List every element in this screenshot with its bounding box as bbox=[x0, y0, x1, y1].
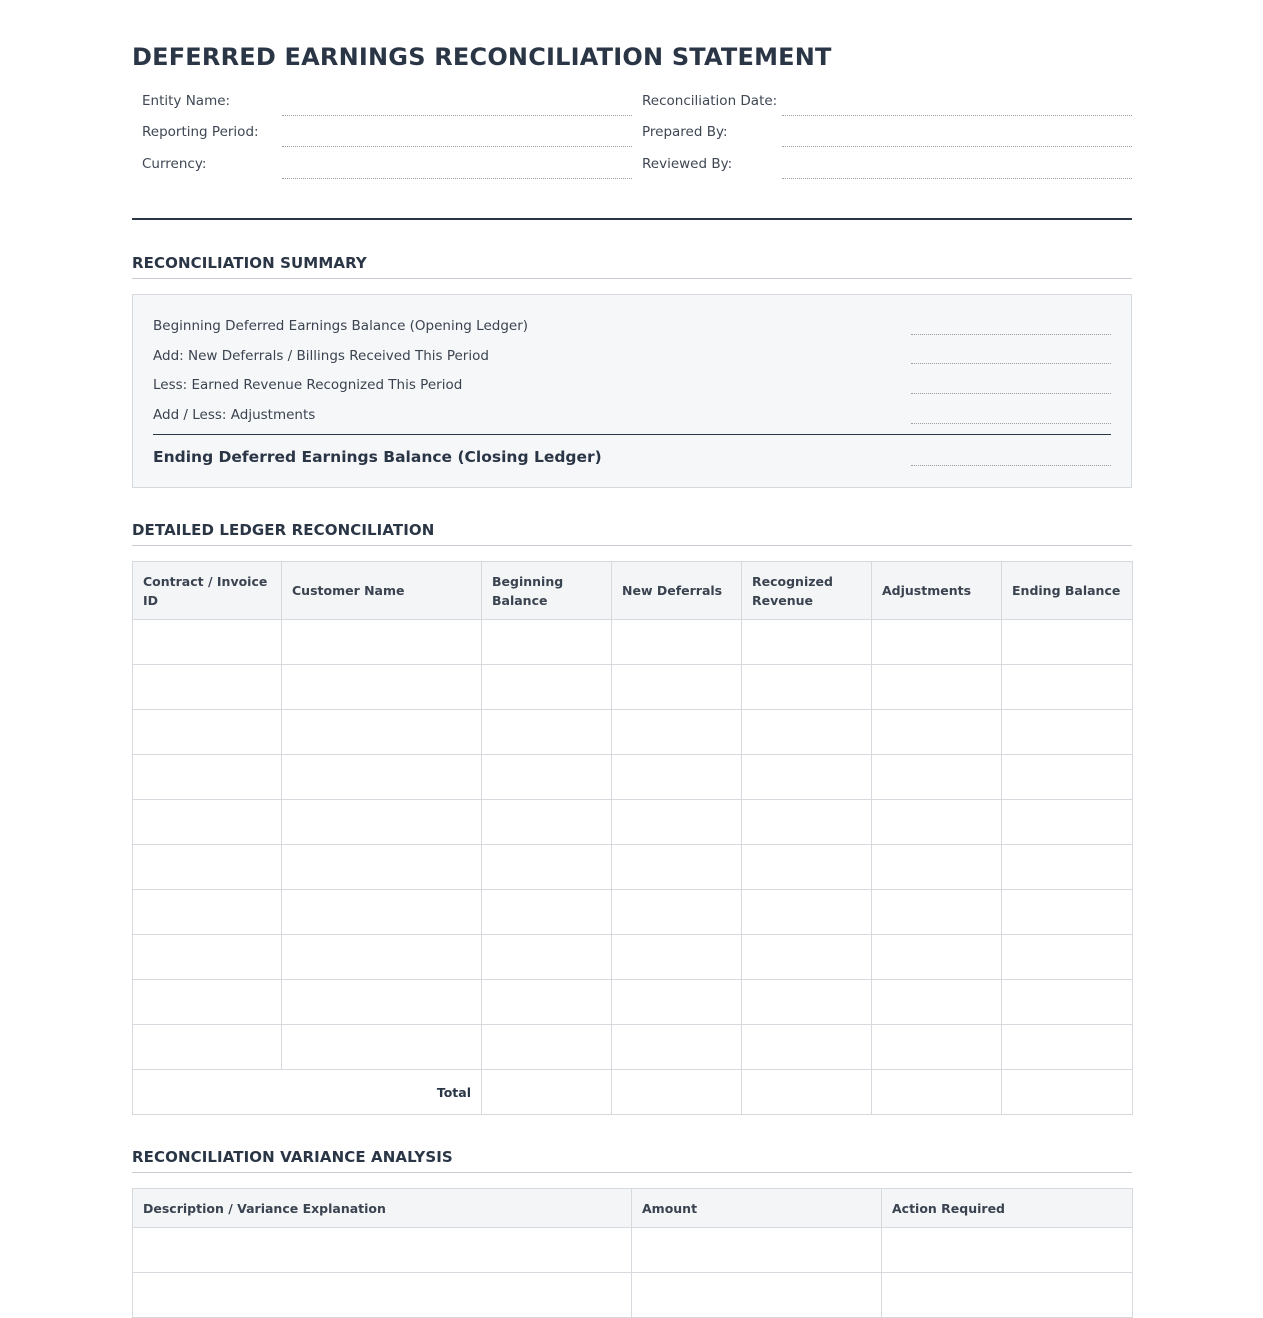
table-row bbox=[133, 755, 1133, 800]
ledger-cell[interactable] bbox=[282, 980, 482, 1025]
ledger-cell[interactable] bbox=[872, 1025, 1002, 1070]
ledger-cell[interactable] bbox=[872, 665, 1002, 710]
total-cell[interactable] bbox=[482, 1070, 612, 1115]
prepared-by-field[interactable] bbox=[782, 146, 1132, 147]
column-header: Recognized Revenue bbox=[742, 562, 872, 620]
table-row bbox=[133, 710, 1133, 755]
variance-amount-cell[interactable] bbox=[632, 1273, 882, 1318]
ledger-cell[interactable] bbox=[1002, 1025, 1133, 1070]
column-header: Adjustments bbox=[872, 562, 1002, 620]
ledger-cell[interactable] bbox=[872, 620, 1002, 665]
total-cell[interactable] bbox=[1002, 1070, 1133, 1115]
variance-action-cell[interactable] bbox=[882, 1273, 1133, 1318]
ledger-cell[interactable] bbox=[133, 890, 282, 935]
ledger-cell[interactable] bbox=[612, 1025, 742, 1070]
prepared-by-label: Prepared By: bbox=[642, 124, 728, 140]
ledger-cell[interactable] bbox=[612, 620, 742, 665]
ledger-cell[interactable] bbox=[1002, 755, 1133, 800]
ledger-cell[interactable] bbox=[282, 710, 482, 755]
ledger-cell[interactable] bbox=[872, 980, 1002, 1025]
summary-total-label: Ending Deferred Earnings Balance (Closing Ledger) bbox=[153, 448, 602, 466]
reporting-period-field[interactable] bbox=[282, 146, 632, 147]
meta-row bbox=[132, 85, 1132, 117]
column-header: Contract / Invoice ID bbox=[133, 562, 282, 620]
summary-section-title: RECONCILIATION SUMMARY bbox=[132, 254, 367, 272]
summary-item-value-field[interactable] bbox=[911, 393, 1111, 394]
ledger-cell[interactable] bbox=[742, 935, 872, 980]
ledger-cell[interactable] bbox=[282, 1025, 482, 1070]
ledger-cell[interactable] bbox=[612, 755, 742, 800]
ledger-cell[interactable] bbox=[482, 980, 612, 1025]
column-header: Description / Variance Explanation bbox=[133, 1189, 632, 1228]
ledger-cell[interactable] bbox=[872, 845, 1002, 890]
summary-item-label: Add / Less: Adjustments bbox=[153, 407, 316, 423]
meta-fields bbox=[132, 85, 1132, 183]
ledger-cell[interactable] bbox=[612, 665, 742, 710]
ledger-cell[interactable] bbox=[612, 890, 742, 935]
ledger-cell[interactable] bbox=[742, 845, 872, 890]
reviewed-by-field[interactable] bbox=[782, 178, 1132, 179]
ledger-cell[interactable] bbox=[742, 1025, 872, 1070]
ledger-cell[interactable] bbox=[1002, 935, 1133, 980]
ledger-cell[interactable] bbox=[1002, 665, 1133, 710]
ledger-table bbox=[132, 561, 1133, 1115]
ledger-cell[interactable] bbox=[872, 800, 1002, 845]
ledger-cell[interactable] bbox=[282, 845, 482, 890]
section-divider bbox=[132, 1172, 1132, 1173]
ledger-cell[interactable] bbox=[1002, 890, 1133, 935]
table-row bbox=[133, 620, 1133, 665]
ledger-cell[interactable] bbox=[282, 890, 482, 935]
ledger-cell[interactable] bbox=[1002, 845, 1133, 890]
total-cell[interactable] bbox=[872, 1070, 1002, 1115]
column-header: New Deferrals bbox=[612, 562, 742, 620]
ledger-cell[interactable] bbox=[482, 665, 612, 710]
ledger-cell[interactable] bbox=[612, 710, 742, 755]
ledger-cell[interactable] bbox=[612, 980, 742, 1025]
ledger-cell[interactable] bbox=[133, 1025, 282, 1070]
header-divider bbox=[132, 218, 1132, 220]
ledger-cell[interactable] bbox=[1002, 980, 1133, 1025]
variance-description-cell[interactable] bbox=[133, 1228, 632, 1273]
column-header: Customer Name bbox=[282, 562, 482, 620]
ledger-cell[interactable] bbox=[282, 800, 482, 845]
total-label: Total bbox=[133, 1070, 482, 1115]
reconciliation-date-label: Reconciliation Date: bbox=[642, 93, 778, 109]
document-title: DEFERRED EARNINGS RECONCILIATION STATEMENT bbox=[132, 43, 832, 71]
table-row bbox=[133, 890, 1133, 935]
ledger-cell[interactable] bbox=[742, 710, 872, 755]
ledger-cell[interactable] bbox=[133, 620, 282, 665]
ledger-cell[interactable] bbox=[133, 935, 282, 980]
ledger-cell[interactable] bbox=[1002, 710, 1133, 755]
document-page bbox=[132, 0, 1132, 1216]
ledger-cell[interactable] bbox=[282, 935, 482, 980]
currency-field[interactable] bbox=[282, 178, 632, 179]
ledger-cell[interactable] bbox=[1002, 800, 1133, 845]
ledger-cell[interactable] bbox=[482, 755, 612, 800]
summary-item-value-field[interactable] bbox=[911, 423, 1111, 424]
table-row bbox=[133, 1025, 1133, 1070]
column-header: Ending Balance bbox=[1002, 562, 1133, 620]
summary-item-value-field[interactable] bbox=[911, 334, 1111, 335]
ledger-body bbox=[133, 620, 1133, 1115]
table-row bbox=[133, 845, 1133, 890]
ledger-cell[interactable] bbox=[742, 665, 872, 710]
ledger-cell[interactable] bbox=[872, 755, 1002, 800]
variance-amount-cell[interactable] bbox=[632, 1228, 882, 1273]
ledger-cell[interactable] bbox=[872, 890, 1002, 935]
summary-item-label: Less: Earned Revenue Recognized This Period bbox=[153, 377, 463, 393]
ledger-cell[interactable] bbox=[482, 890, 612, 935]
ledger-cell[interactable] bbox=[133, 800, 282, 845]
column-header: Beginning Balance bbox=[482, 562, 612, 620]
ledger-cell[interactable] bbox=[612, 845, 742, 890]
column-header: Action Required bbox=[882, 1189, 1133, 1228]
ledger-cell[interactable] bbox=[282, 665, 482, 710]
table-row bbox=[133, 665, 1133, 710]
entity-name-label: Entity Name: bbox=[142, 93, 231, 109]
meta-row bbox=[132, 148, 1132, 180]
ledger-cell[interactable] bbox=[133, 980, 282, 1025]
reporting-period-label: Reporting Period: bbox=[142, 124, 259, 140]
table-row bbox=[133, 1273, 1133, 1318]
ledger-section-title: DETAILED LEDGER RECONCILIATION bbox=[132, 521, 435, 539]
ledger-cell[interactable] bbox=[482, 845, 612, 890]
ledger-cell[interactable] bbox=[282, 620, 482, 665]
table-row bbox=[133, 1228, 1133, 1273]
ledger-cell[interactable] bbox=[742, 890, 872, 935]
ledger-cell[interactable] bbox=[133, 845, 282, 890]
ledger-cell[interactable] bbox=[742, 755, 872, 800]
ledger-cell[interactable] bbox=[612, 800, 742, 845]
ledger-cell[interactable] bbox=[1002, 620, 1133, 665]
table-row bbox=[133, 935, 1133, 980]
table-row bbox=[133, 800, 1133, 845]
variance-description-cell[interactable] bbox=[133, 1273, 632, 1318]
column-header: Amount bbox=[632, 1189, 882, 1228]
ledger-cell[interactable] bbox=[742, 800, 872, 845]
summary-item-label: Beginning Deferred Earnings Balance (Opening Ledger) bbox=[153, 318, 529, 334]
variance-action-cell[interactable] bbox=[882, 1228, 1133, 1273]
summary-total-value-field[interactable] bbox=[911, 465, 1111, 466]
total-cell[interactable] bbox=[612, 1070, 742, 1115]
ledger-cell[interactable] bbox=[872, 710, 1002, 755]
section-divider bbox=[132, 545, 1132, 546]
variance-section-title: RECONCILIATION VARIANCE ANALYSIS bbox=[132, 1148, 453, 1166]
ledger-total-row bbox=[133, 1070, 1133, 1115]
ledger-cell[interactable] bbox=[482, 710, 612, 755]
ledger-cell[interactable] bbox=[282, 755, 482, 800]
reviewed-by-label: Reviewed By: bbox=[642, 156, 733, 172]
ledger-cell[interactable] bbox=[482, 935, 612, 980]
ledger-cell[interactable] bbox=[612, 935, 742, 980]
summary-item-label: Add: New Deferrals / Billings Received This Period bbox=[153, 348, 489, 364]
table-row bbox=[133, 980, 1133, 1025]
ledger-header-row bbox=[133, 562, 1133, 620]
ledger-cell[interactable] bbox=[872, 935, 1002, 980]
ledger-cell[interactable] bbox=[482, 620, 612, 665]
ledger-cell[interactable] bbox=[482, 800, 612, 845]
ledger-cell[interactable] bbox=[742, 980, 872, 1025]
variance-table bbox=[132, 1188, 1133, 1318]
ledger-cell[interactable] bbox=[133, 755, 282, 800]
summary-item-value-field[interactable] bbox=[911, 363, 1111, 364]
variance-header-row bbox=[133, 1189, 1133, 1228]
ledger-cell[interactable] bbox=[133, 710, 282, 755]
ledger-cell[interactable] bbox=[482, 1025, 612, 1070]
total-cell[interactable] bbox=[742, 1070, 872, 1115]
section-divider bbox=[132, 278, 1132, 279]
summary-total-divider bbox=[153, 434, 1111, 435]
currency-label: Currency: bbox=[142, 156, 207, 172]
meta-row bbox=[132, 116, 1132, 148]
ledger-cell[interactable] bbox=[133, 665, 282, 710]
ledger-cell[interactable] bbox=[742, 620, 872, 665]
summary-box bbox=[132, 294, 1132, 488]
